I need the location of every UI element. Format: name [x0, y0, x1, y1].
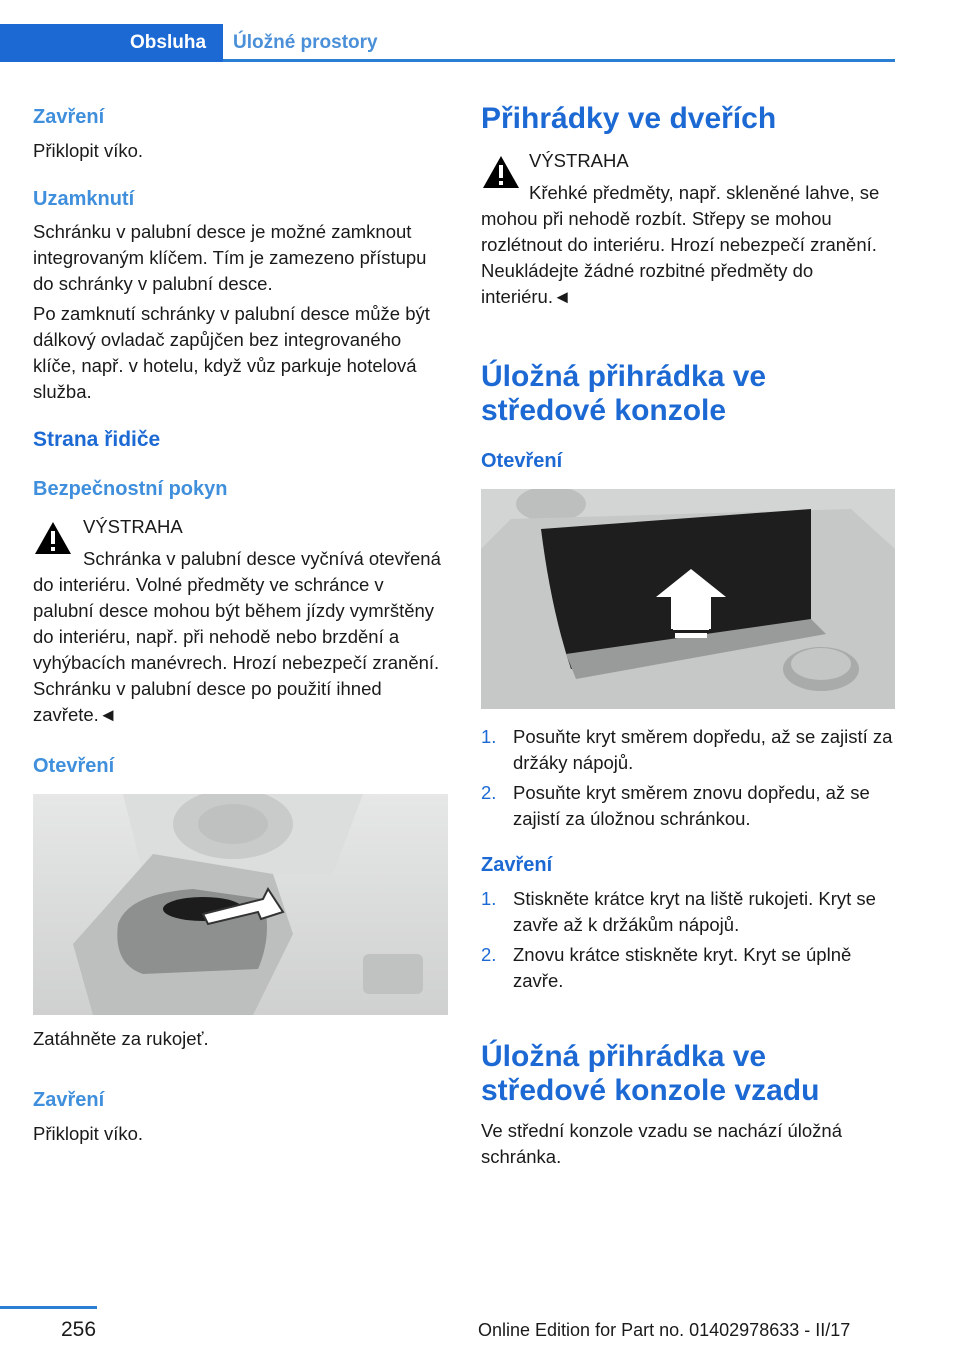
- page-number: 256: [61, 1318, 97, 1341]
- text-uzamknuti-2: Po zamknutí schránky v palubní desce může být dálkový ovladač zapůjčen bez integrovaného klíče, např. v hotelu, když vůz parkuje hotelová služba.: [33, 303, 430, 402]
- warning-text-2: Křehké předměty, např. skleněné lahve, se mohou při nehodě rozbít. Střepy se mohou rozlétnout do interiéru. Hrozí nebezpečí zranění. Neukládejte žádné rozbitné předměty do interiéru.◄: [481, 182, 880, 307]
- caption-zatahnete: Zatáhněte za rukojeť.: [33, 1028, 209, 1049]
- heading-uzamknuti: Uzamknutí: [33, 188, 135, 210]
- heading-bezpecnostni-pokyn: Bezpečnostní pokyn: [33, 478, 228, 500]
- heading-prihradky-ve-dverich: Přihrádky ve dveřích: [481, 102, 777, 135]
- heading-zavreni: Zavření: [33, 106, 105, 128]
- footer-divider: [0, 1306, 97, 1309]
- heading-zavreni-3: Zavření: [481, 854, 553, 876]
- warning-text: Schránka v palubní desce vyčnívá otevřená do interiéru. Volné předměty ve schránce v palubní desce mohou být během jízdy vymrštěny do interiéru, např. při nehodě nebo brzdění a vyhýbacích manévrech. Hrozí nebezpečí zranění. Schránku v palubní desce po použití ihned zavřete.◄: [33, 548, 441, 725]
- heading-stredova-konzole: Úložná přihrádka ve středové konzole: [481, 360, 767, 427]
- list-text: Znovu krátce stiskněte kryt. Kryt se úplně zavře.: [513, 944, 852, 991]
- heading-strana-ridice: Strana řidiče: [33, 428, 161, 451]
- text-vzadu: Ve střední konzole vzadu se nachází úložná schránka.: [481, 1120, 842, 1167]
- heading-zavreni-2: Zavření: [33, 1089, 105, 1111]
- tab-obsluha[interactable]: Obsluha: [0, 24, 223, 62]
- list-text: Posuňte kryt směrem dopředu, až se zajistí za držáky nápojů.: [513, 726, 893, 773]
- center-console-illustration: [481, 489, 895, 709]
- text-uzamknuti-1: Schránku v palubní desce je možné zamknout integrovaným klíčem. Tím je zamezeno přístupu do schránky v palubní desce.: [33, 221, 427, 294]
- text-zavreni: Přiklopit víko.: [33, 140, 144, 161]
- heading-otevreni: Otevření: [33, 755, 115, 777]
- header-tabs: [0, 24, 895, 62]
- list-number: 2.: [481, 944, 497, 965]
- list-text: Stiskněte krátce kryt na liště rukojeti. Kryt se zavře až k držákům nápojů.: [513, 888, 876, 935]
- heading-stredova-konzole-vzadu: Úložná přihrádka ve středové konzole vzadu: [481, 1040, 820, 1107]
- list-number: 1.: [481, 888, 497, 909]
- list-number: 1.: [481, 726, 497, 747]
- list-text: Posuňte kryt směrem znovu dopředu, až se zajistí za úložnou schránkou.: [513, 782, 870, 829]
- warning-title: VÝSTRAHA: [83, 516, 183, 537]
- edition-note: Online Edition for Part no. 01402978633 - II/17: [478, 1320, 851, 1340]
- glovebox-illustration: [33, 794, 448, 1015]
- list-number: 2.: [481, 782, 497, 803]
- text-zavreni-2: Přiklopit víko.: [33, 1123, 144, 1144]
- warning-title-2: VÝSTRAHA: [529, 150, 629, 171]
- tab-ulozne-prostory[interactable]: Úložné prostory: [233, 32, 378, 53]
- heading-otevreni-2: Otevření: [481, 450, 563, 472]
